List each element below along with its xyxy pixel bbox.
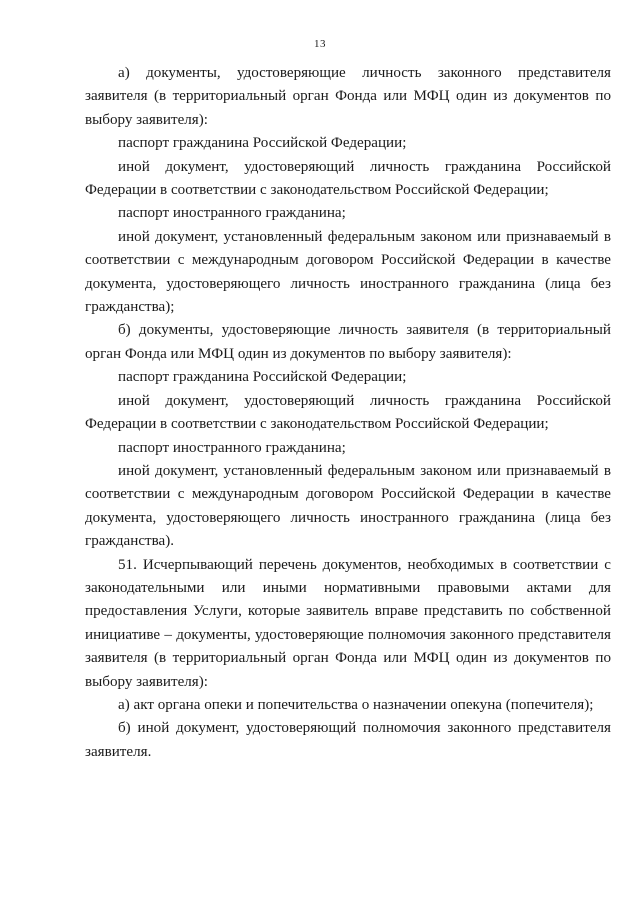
paragraph-other-foreign-id: иной документ, установленный федеральным законом или признаваемый в соответствии с международным договором Российской Федерации в качестве документа, удостоверяющего личность иностранного гражданина (лица без гражданства); [85,228,611,316]
paragraph-other-rf-id: иной документ, удостоверяющий личность гражданина Российской Федерации в соответствии с законодательством Российской Федерации; [85,158,611,199]
paragraph-b-applicant-docs: б) документы, удостоверяющие личность заявителя (в территориальный орган Фонда или МФЦ один из документов по выбору заявителя): [85,322,611,362]
page-number: 13 [314,38,326,50]
paragraph-51-exhaustive-list: 51. Исчерпывающий перечень документов, необходимых в соответствии с законодательными или иными нормативными правовыми актами для предоставления Услуги, которые заявитель вправе представить по собственной инициативе – документы, удостоверяющие полномочия законного представителя заявителя (в территориальный орган Фонда или МФЦ один из документов по выбору заявителя): [85,556,611,690]
paragraph-rf-passport-2: паспорт гражданина Российской Федерации; [118,369,407,386]
document-body [85,62,611,764]
paragraph-foreign-passport-2: паспорт иностранного гражданина; [118,439,346,456]
paragraph-b-other-authority-doc: б) иной документ, удостоверяющий полномочия законного представителя заявителя. [85,720,611,760]
paragraph-rf-passport: паспорт гражданина Российской Федерации; [118,135,407,152]
paragraph-other-foreign-id-2: иной документ, установленный федеральным законом или признаваемый в соответствии с международным договором Российской Федерации в качестве документа, удостоверяющего личность иностранного гражданина (лица без гражданства). [85,462,611,550]
paragraph-other-rf-id-2: иной документ, удостоверяющий личность гражданина Российской Федерации в соответствии с законодательством Российской Федерации; [85,392,611,433]
paragraph-a-representative-docs: а) документы, удостоверяющие личность законного представителя заявителя (в территориальный орган Фонда или МФЦ один из документов по выбору заявителя): [85,65,611,128]
paragraph-a-guardianship-act: а) акт органа опеки и попечительства о назначении опекуна (попечителя); [118,696,594,713]
paragraph-foreign-passport: паспорт иностранного гражданина; [118,205,346,222]
